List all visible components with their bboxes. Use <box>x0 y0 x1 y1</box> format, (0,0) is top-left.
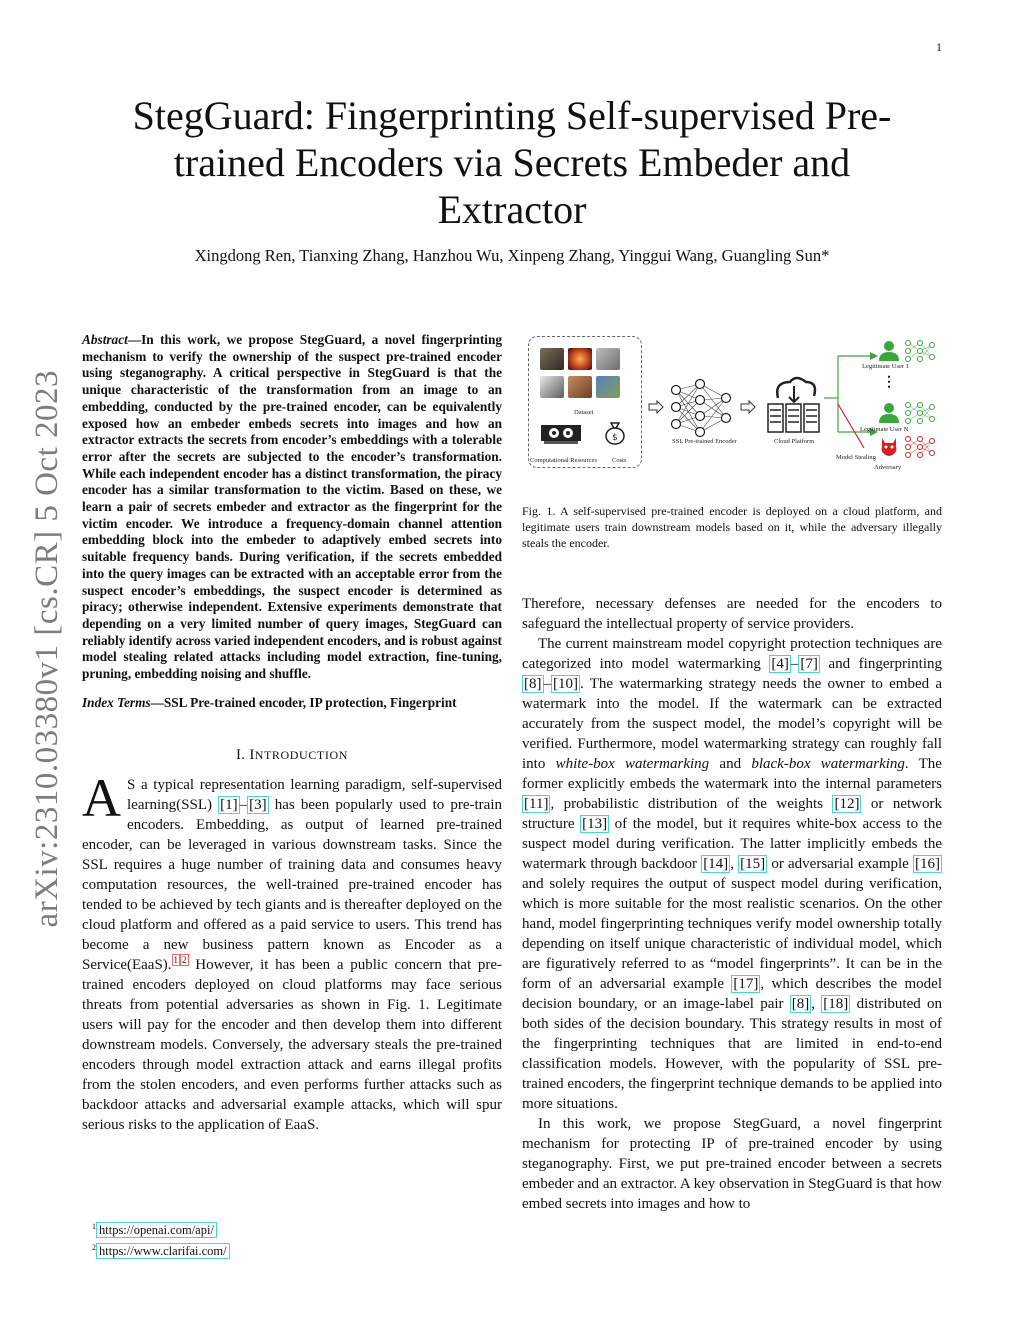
dataset-label: Dataset <box>574 409 594 416</box>
computational-resources-label: Computational Resources <box>530 457 597 464</box>
citation-link[interactable]: [15] <box>740 856 766 872</box>
paragraph: Therefore, necessary defenses are needed for the encoders to safeguard the intellectual property of service providers. <box>522 596 942 632</box>
flow-arrow-icon <box>648 400 664 414</box>
gpu-icon <box>540 422 584 446</box>
arxiv-stamp: arXiv:2310.03380v1 [cs.CR] 5 Oct 2023 <box>29 370 65 928</box>
text-seg: , which describes the model decision boundary, or an image-label pair <box>522 976 942 1012</box>
citation-link[interactable]: [4] <box>771 656 789 672</box>
text-seg: or adversarial example <box>767 856 914 872</box>
text-seg: and fingerprinting <box>819 656 942 672</box>
citation-link[interactable]: [18] <box>823 996 849 1012</box>
index-terms <box>82 695 502 712</box>
citation-link[interactable]: [3] <box>249 797 267 814</box>
text-seg-italic: black-box watermarking <box>751 756 905 772</box>
index-terms-text: —SSL Pre-trained encoder, IP protection, Fingerprint <box>150 694 457 710</box>
intro-paragraph <box>82 768 502 1135</box>
dataset-image-thumbnail <box>568 348 592 370</box>
text-seg: and solely requires the output of suspect model during verification, which is more suitable for the most realistic scenarios. On the other hand, model fingerprinting techniques verify model ownership totally depending on itself unique characteristic of individual model, which are figuratively referred to as “model fingerprints”. It can be in the form of an adversarial example <box>522 876 942 992</box>
citation-link[interactable]: [16] <box>915 856 941 872</box>
intro-seg: has been popularly used to pre-train encoders. Embedding, as output of learned pre-trained encoder, can be leveraged in various downstream tasks. Since the SSL requires a huge number of training data and consumes heavy computation resources, the well-trained pre-trained encoder has tended to be achieved by tech giants and is thereafter deployed on the cloud platform and offered as a paid service to users. This trend has become a new business pattern known as Encoder as a Service(EaaS). <box>82 797 502 974</box>
paragraph: In this work, we propose StegGuard, a novel fingerprint mechanism for protecting IP of pre-trained encoder by using steganography. First, we put pre-trained encoder between a secrets embeder and an extractor. A key observation in StegGuard is that how embed secrets into images and how to <box>522 1116 942 1212</box>
distribution-arrows-icon <box>824 344 882 456</box>
intro-seg: – <box>239 797 248 814</box>
legitimate-user-icon <box>878 402 900 424</box>
figure-1 <box>528 336 942 470</box>
legitimate-user-1-label: Legitimate User 1 <box>862 363 909 370</box>
footnote-url-link[interactable]: https://www.clarifai.com/ <box>96 1243 230 1259</box>
citation-link[interactable]: [7] <box>800 656 818 672</box>
text-seg: or network structure <box>522 796 942 832</box>
footnote-url-link[interactable]: https://openai.com/api/ <box>96 1222 217 1238</box>
index-terms-lead: Index Terms <box>82 694 151 710</box>
citation-link[interactable]: [12] <box>834 796 860 812</box>
text-seg: of the model, but it requires white-box access to the suspect model during verification. The latter implicitly embeds the watermark through backdoor <box>522 816 942 872</box>
abstract-text: —In this work, we propose StegGuard, a novel fingerprinting mechanism to verify the ownership of the suspect pre-trained encoder using steganography. A critical perspective in StegGuard is that the unique characteristic of the transformation from an image to an embedding, conducted by the pre-trained encoder, can be equivalently exposed how an embeder embeds secrets into images and how an extractor extracts the secrets from encoder’s embeddings with a tolerable error after the secrets are subjected to the encoder’s transformation. While each independent encoder has a distinct transformation, the piracy encoder has a similar transformation to the victim. Based on these, we learn a pair of secrets embeder and extractor as the fingerprint for the victim encoder. We introduce a frequency-domain channel attention embedding block into the embeder to adaptively embed secrets into suitable frequency bands. During verification, if the secrets embedded into the query images can be extracted with an acceptable error from the suspect encoder’s embeddings, the suspect encoder is determined as piracy; otherwise independent. Extensive experiments demonstrate that depending on a very limited number of query images, StegGuard can reliably identify across varied independent encoders, and is robust against model stealing related attacks including model extraction, fine-tuning, pruning, embedding noising and shuffle. <box>82 332 502 682</box>
footnote-mark: 1 <box>92 1222 96 1231</box>
dataset-image-thumbnail <box>540 348 564 370</box>
citation-link[interactable]: [14] <box>703 856 729 872</box>
section-rest: NTRODUCTION <box>254 748 348 763</box>
dataset-image-thumbnail <box>596 376 620 398</box>
text-seg: , <box>811 996 822 1012</box>
text-seg: . The former explicitly embeds the watermark into the internal parameters <box>522 756 942 792</box>
citation-link[interactable]: [10] <box>553 676 578 692</box>
text-seg-italic: white-box watermarking <box>555 756 710 772</box>
drop-cap: A <box>82 768 121 829</box>
model-stealing-label: Model Stealing <box>836 454 876 461</box>
citation-link[interactable]: [8] <box>791 996 810 1012</box>
footnote-mark: 2 <box>92 1243 96 1253</box>
abstract-lead: Abstract <box>82 332 128 347</box>
section-number: I. <box>236 747 250 764</box>
citation-link[interactable]: [11] <box>524 796 549 812</box>
text-seg: distributed on both sides of the decision boundary. This strategy results in most of the fingerprinting techniques that are limited in end-to-end classification models. However, with the popularity of SSL pre-trained encoders, the fingerprint technique demands to be applied into more situations. <box>522 996 942 1112</box>
money-bag-icon <box>604 420 626 446</box>
ssl-encoder-label: SSL Pre-trained Encoder <box>672 438 737 445</box>
figure-caption: Fig. 1. A self-supervised pre-trained encoder is deployed on a cloud platform, and legitimate users train downstream models based on it, while the adversary illegally steals the encoder. <box>522 504 942 550</box>
left-column <box>82 332 502 1135</box>
text-seg: and <box>709 756 752 772</box>
footnote-link[interactable]: 2 <box>182 955 187 966</box>
ellipsis-dots: ⋮ <box>882 375 896 390</box>
dataset-image-thumbnail <box>568 376 592 398</box>
adversary-label: Adversary <box>874 464 902 471</box>
text-seg: – <box>790 656 799 672</box>
footnote-link[interactable]: 1 <box>173 955 179 966</box>
footnote-1 <box>92 1218 230 1239</box>
page-number: 1 <box>936 40 942 54</box>
section-heading-introduction <box>82 745 502 765</box>
text-seg: , probabilistic distribution of the weights <box>550 796 833 812</box>
cloud-platform-label: Cloud Platform <box>774 438 815 445</box>
intro-seg: S a typical representation learning paradigm, self-supervised learning(SSL) <box>127 777 502 814</box>
costs-label: Costs <box>612 457 627 464</box>
right-column <box>522 594 942 1214</box>
text-seg: The current mainstream model copyright protection techniques are categorized into model watermarking <box>522 636 942 672</box>
cloud-platform-icon <box>764 374 824 438</box>
citation-link[interactable]: [8] <box>524 676 542 692</box>
dataset-image-thumbnail <box>540 376 564 398</box>
citation-link[interactable]: [13] <box>582 816 608 832</box>
flow-arrow-icon <box>740 400 756 414</box>
stolen-model-icon <box>904 434 936 460</box>
text-seg: – <box>543 676 551 692</box>
citation-link[interactable]: [1] <box>220 797 238 814</box>
footnotes <box>92 1218 230 1260</box>
downstream-model-icon <box>904 400 936 426</box>
author-list: Xingdong Ren, Tianxing Zhang, Hanzhou Wu, Xinpeng Zhang, Yinggui Wang, Guangling Sun* <box>194 246 830 265</box>
abstract <box>82 332 502 683</box>
paper-title: StegGuard: Fingerprinting Self-supervised Pre-trained Encoders via Secrets Embeder and Extractor <box>132 93 892 232</box>
downstream-model-icon <box>904 338 936 364</box>
text-seg: . The watermarking strategy needs the owner to embed a watermark into the model. If the watermark can be extracted accurately from the suspect model, the model’s copyright will be verified. Furthermore, model watermarking strategy can roughly fall into <box>522 676 942 772</box>
adversary-devil-icon <box>878 436 900 458</box>
intro-seg: However, it has been a public concern that pre-trained encoders deployed on cloud platforms may face serious threats from potential adversaries as shown in Fig. 1. Legitimate users will pay for the encoder and then develop them into different downstream models. Conversely, the adversary steals the pre-trained encoders through model extraction attack and earns illegal profits from the stolen encoders, and even performs further attacks such as backdoor attacks and adversarial example attacks, which will spur serious risks to the application of EaaS. <box>82 957 502 1134</box>
neural-network-icon <box>670 376 732 438</box>
text-seg: , <box>730 856 739 872</box>
section-first-letter: I <box>249 747 255 764</box>
dataset-image-thumbnail <box>596 348 620 370</box>
legitimate-user-n-label: Legitimate User N <box>860 426 909 433</box>
legitimate-user-icon <box>878 340 900 362</box>
footnote-2 <box>92 1239 230 1260</box>
citation-link[interactable]: [17] <box>733 976 759 992</box>
svg-text:$: $ <box>612 433 618 443</box>
paragraph <box>522 634 942 1114</box>
